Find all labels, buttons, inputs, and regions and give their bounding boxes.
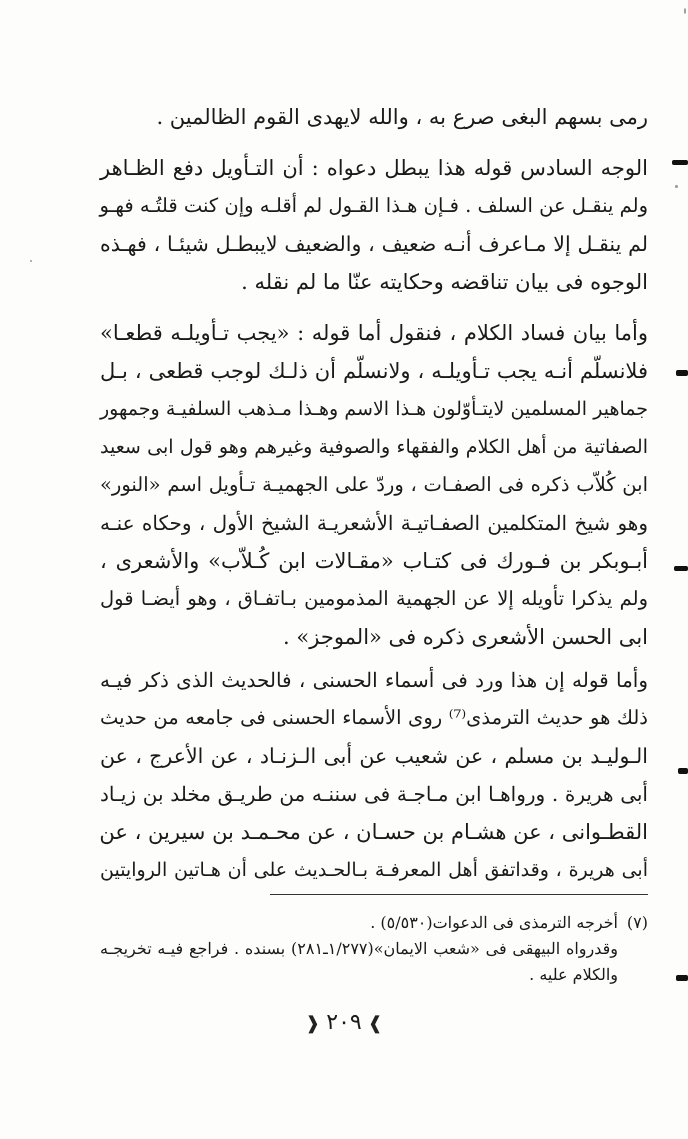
text-line: الـوليـد بن مسلم ، عن شعيب عن أبى الـزنـاد ، عن الأعرج ، عن (100, 744, 648, 768)
text-line: رمى بسهم البغى صرع به ، والله لايهدى القوم الظالمين . (156, 105, 648, 129)
text-line: ذلك هو حديث الترمذى⁽⁷⁾ روى الأسماء الحسنى فى جامعه من حديث (100, 706, 648, 729)
footnote-number: (٧) (626, 913, 648, 932)
page-number (0, 1010, 688, 1035)
text-line: الصفاتية من أهل الكلام والفقهاء والصوفية وغيرهم وهو قول ابى سعيد (100, 436, 648, 458)
text-line: جماهير المسلمين لايتـأوّلون هـذا الاسم وهـذا مـذهب السلفيـة وجمهور (100, 398, 648, 420)
text-line: وأما قوله إن هذا ورد فى أسماء الحسنى ، فالحديث الذى ذكر فيـه (100, 668, 648, 692)
text-line: القطـوانى ، عن هشـام بن حسـان ، عن محـمـد بن سيرين ، عن (99, 820, 648, 844)
footnote-continuation: والكلام عليه . (529, 965, 618, 984)
scan-speck (684, 8, 686, 14)
ornament-left-icon: ❱ (367, 1013, 383, 1034)
text-line: الوجه السادس قوله هذا يبطل دعواه : أن التـأويل دفع الظـاهر (100, 156, 648, 180)
scan-edge-mark (676, 975, 688, 981)
paragraph-2 (100, 149, 648, 301)
text-line: ابن كُلاّب ذكره فى الصفـات ، وردّ على الجهميـة تـأويل اسم «النور» (100, 473, 648, 496)
text-line: الوجوه فى بيان تناقضه وحكايته عنّا ما لم نقله . (241, 270, 648, 294)
text-line: ابى الحسن الأشعرى ذكره فى «الموجز» . (283, 625, 648, 649)
scan-speck (675, 185, 678, 188)
text-line: أبى هريرة . ورواهـا ابن مـاجـة فى سننـه من طريـق مخلد بن زيـاد (100, 782, 648, 806)
scan-speck (30, 260, 32, 262)
ornament-right-icon: ❰ (305, 1013, 321, 1034)
text-line: وهو شيخ المتكلمين الصفـاتيـة الأشعريـة الشيخ الأول ، وحكاه عنـه (100, 511, 648, 535)
paragraph-3 (100, 314, 648, 656)
text-line: أبى هريرة ، وقداتفق أهل المعرفـة بـالحـديث على أن هـاتين الروايتين (100, 859, 648, 881)
footnote-continuation: وقدرواه البيهقى فى «شعب الايمان»(١/٢٧٧ـ٢٨١) بسنده . فراجع فيـه تخريجـه (100, 939, 618, 958)
footnote-text: أخرجه الترمذى فى الدعوات(٥/٥٣٠) . (370, 913, 618, 932)
text-line: ولم ينقـل عن السلف . فـإن هـذا القـول لم أقلـه وإن كنت قلتُـه فهـو (99, 194, 648, 217)
paragraph-1 (100, 98, 648, 136)
paragraph-4 (100, 661, 648, 889)
footnotes (100, 910, 648, 988)
scan-edge-mark (678, 768, 688, 774)
scan-edge-mark (674, 566, 688, 571)
text-line: أبـوبكر بن فـورك فى كتـاب «مقـالات ابن كُـلاّب» والأشعرى ، (100, 549, 648, 573)
scan-edge-mark (676, 370, 688, 376)
scan-edge-mark (672, 160, 688, 165)
footnote-7 (100, 910, 648, 936)
page-number-text: ٢٠٩ (326, 1010, 362, 1035)
text-line: وأما بيان فساد الكلام ، فنقول أما قوله : «يجب تـأويلـه قطعـا» (100, 321, 648, 345)
footnote-separator (270, 894, 648, 895)
text-line: فلانسلّم أنـه يجب تـأويلـه ، ولانسلّم أن ذلـك لوجب قطعى ، بـل (100, 359, 648, 383)
text-line: ولم يذكرا تأويله إلا عن الجهمية المذمومين بـاتفـاق ، وهو أيضـا قول (100, 587, 648, 610)
text-line: لم ينقـل إلا مـاعرف أنـه ضعيف ، والضعيف لايبطـل شيئـا ، فهـذه (100, 232, 648, 256)
